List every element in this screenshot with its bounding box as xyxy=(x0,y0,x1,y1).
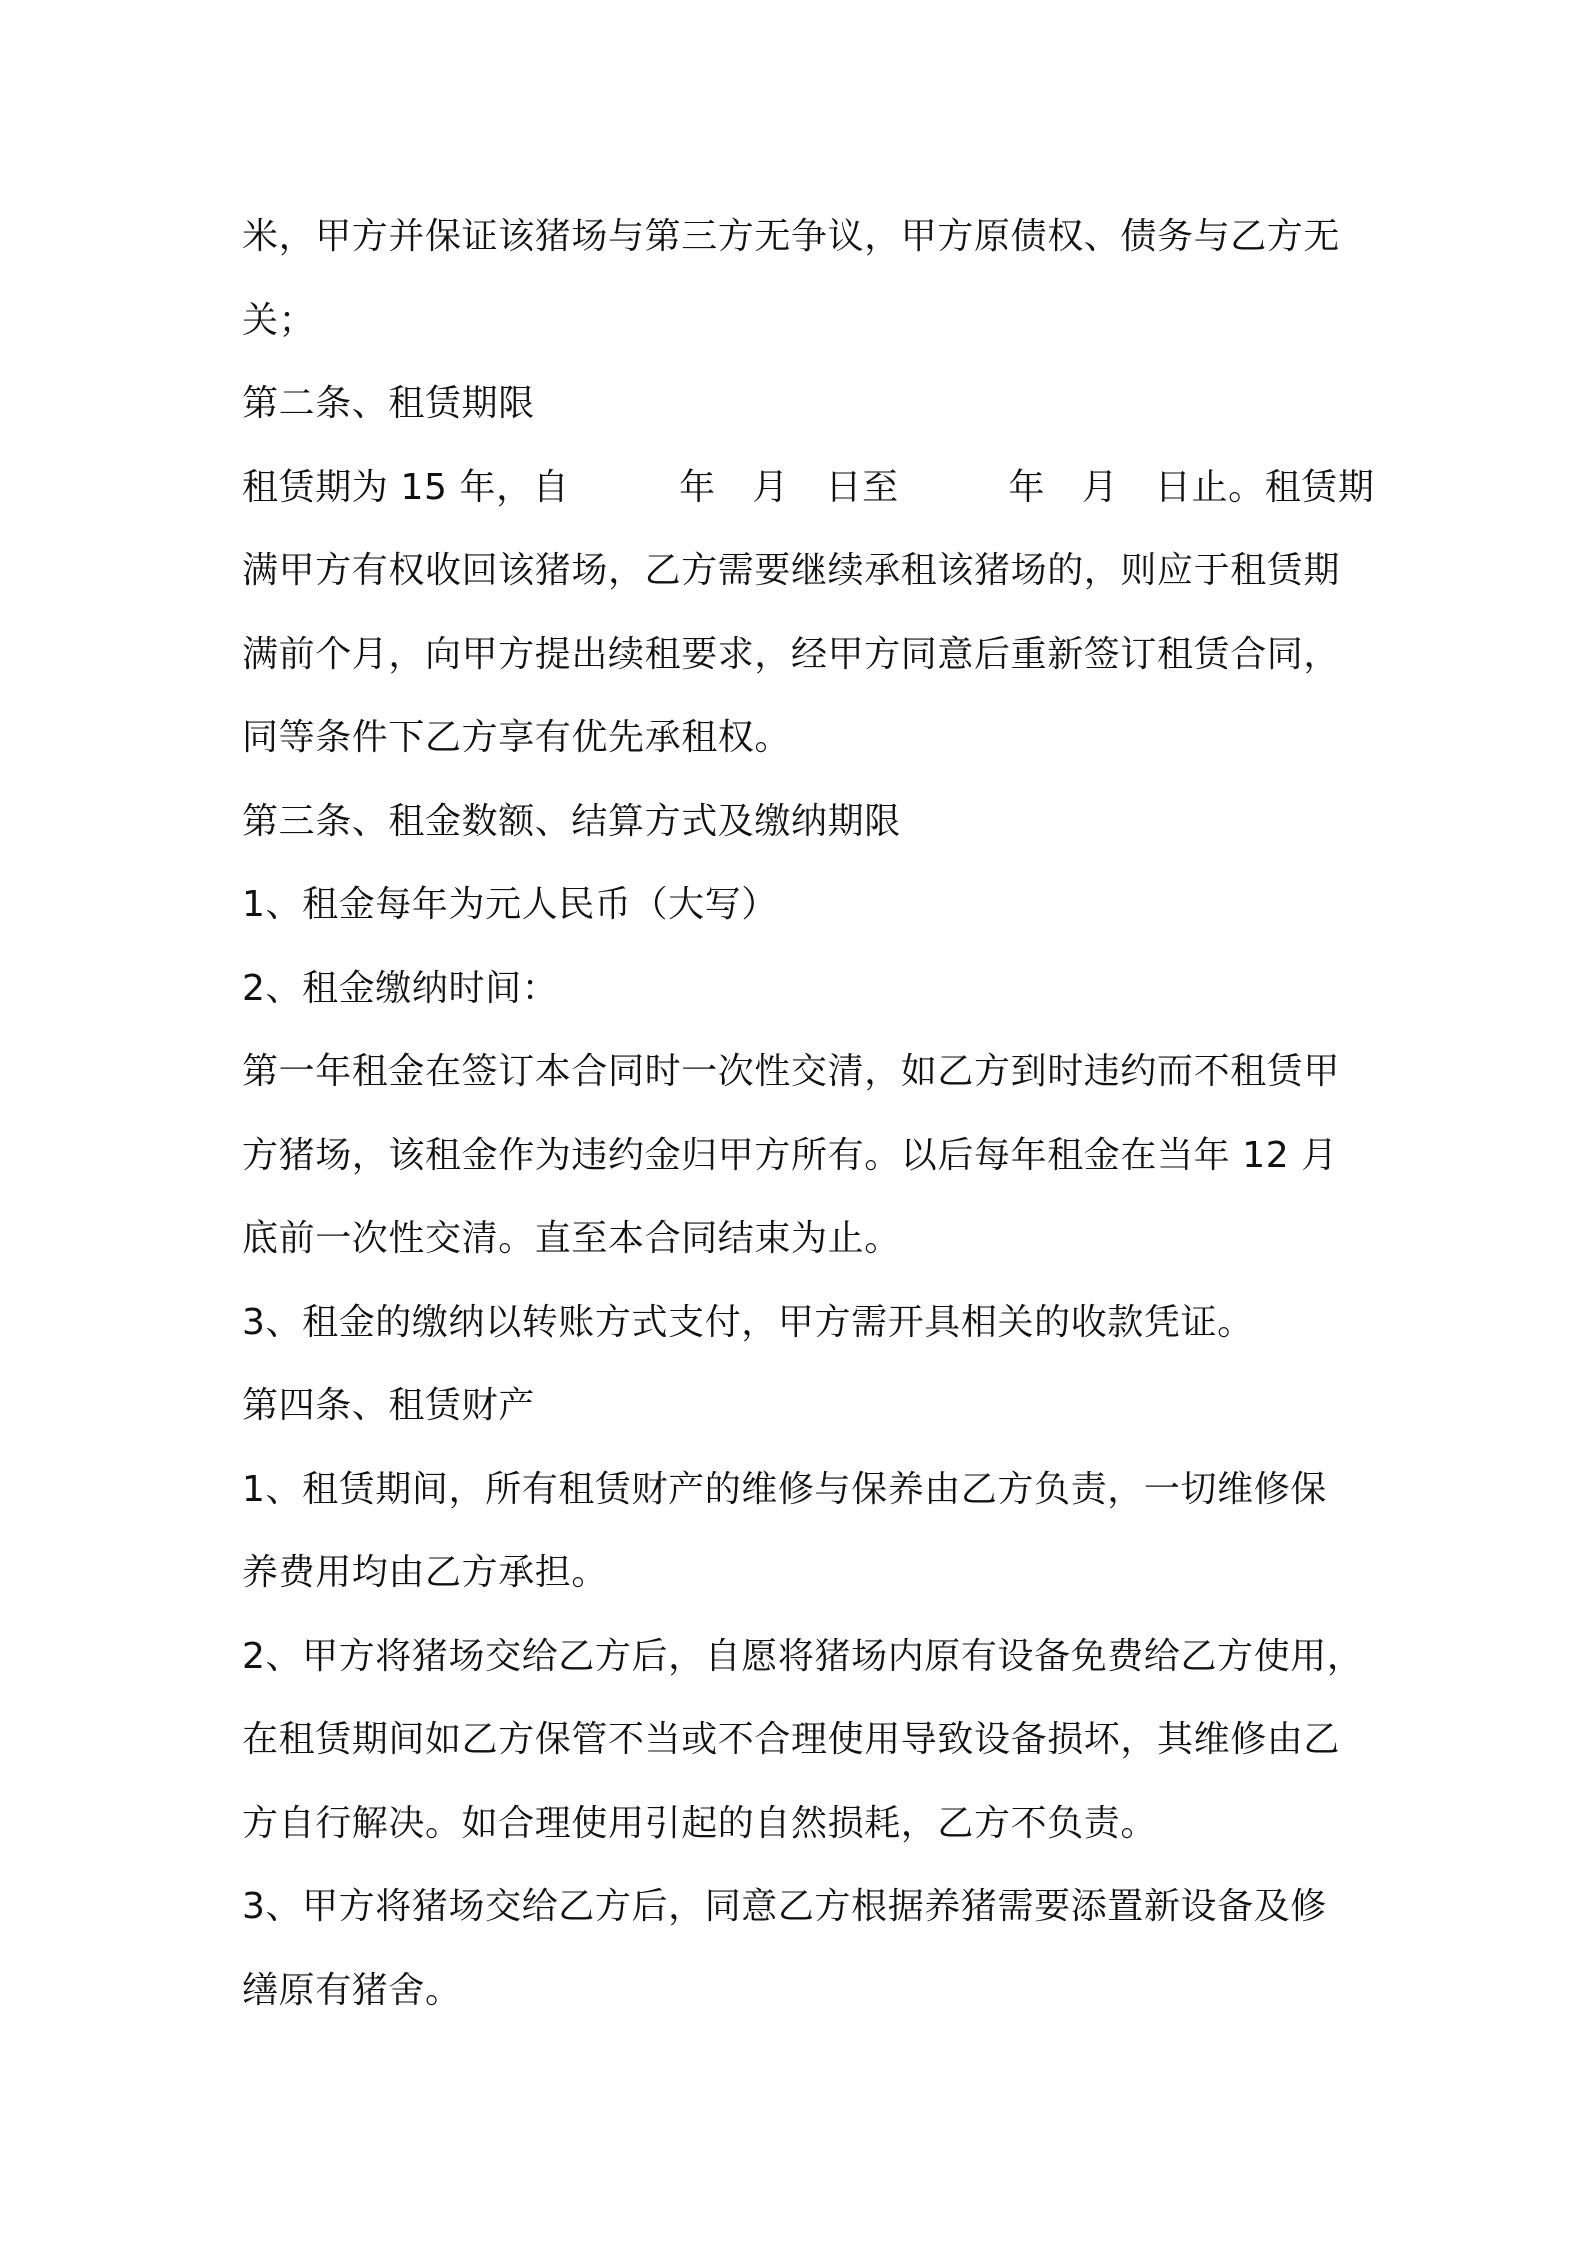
text-line: 1、租赁期间，所有租赁财产的维修与保养由乙方负责，一切维修保 xyxy=(242,1468,1327,1510)
text-line: 在租赁期间如乙方保管不当或不合理使用导致设备损坏，其维修由乙 xyxy=(242,1719,1341,1760)
section-heading: 第三条、租金数额、结算方式及缴纳期限 xyxy=(242,800,901,842)
text-line: 3、甲方将猪场交给乙方后，同意乙方根据养猪需要添置新设备及修 xyxy=(242,1886,1327,1927)
text-line: 方自行解决。如合理使用引起的自然损耗，乙方不负责。 xyxy=(242,1802,1158,1844)
text-line: 第一年租金在签订本合同时一次性交清，如乙方到时违约而不租赁甲 xyxy=(242,1051,1341,1092)
text-line: 米，甲方并保证该猪场与第三方无争议，甲方原债权、债务与乙方无 xyxy=(242,216,1341,257)
text-line: 3、租金的缴纳以转账方式支付，甲方需开具相关的收款凭证。 xyxy=(242,1301,1254,1343)
section-heading: 第二条、租赁期限 xyxy=(242,383,535,424)
text-line: 养费用均由乙方承担。 xyxy=(242,1552,609,1593)
document-body xyxy=(242,195,1375,2032)
section-heading: 第四条、租赁财产 xyxy=(242,1385,535,1426)
text-line: 满前个月，向甲方提出续租要求，经甲方同意后重新签订租赁合同， xyxy=(242,633,1341,675)
text-line: 1、租金每年为元人民币（大写） xyxy=(242,884,778,925)
text-line: 租赁期为 15 年，自 年 月 日至 年 月 日止。租赁期 xyxy=(242,466,1375,508)
text-line: 同等条件下乙方享有优先承租权。 xyxy=(242,717,792,758)
text-line: 缮原有猪舍。 xyxy=(242,1969,462,2011)
text-line: 底前一次性交清。直至本合同结束为止。 xyxy=(242,1218,901,1259)
text-line: 关； xyxy=(242,299,316,341)
text-line: 方猪场，该租金作为违约金归甲方所有。以后每年租金在当年 12 月 xyxy=(242,1134,1338,1176)
text-line: 满甲方有权收回该猪场，乙方需要继续承租该猪场的，则应于租赁期 xyxy=(242,550,1341,591)
text-line: 2、租金缴纳时间： xyxy=(242,967,559,1009)
text-line: 2、甲方将猪场交给乙方后，自愿将猪场内原有设备免费给乙方使用， xyxy=(242,1635,1364,1677)
